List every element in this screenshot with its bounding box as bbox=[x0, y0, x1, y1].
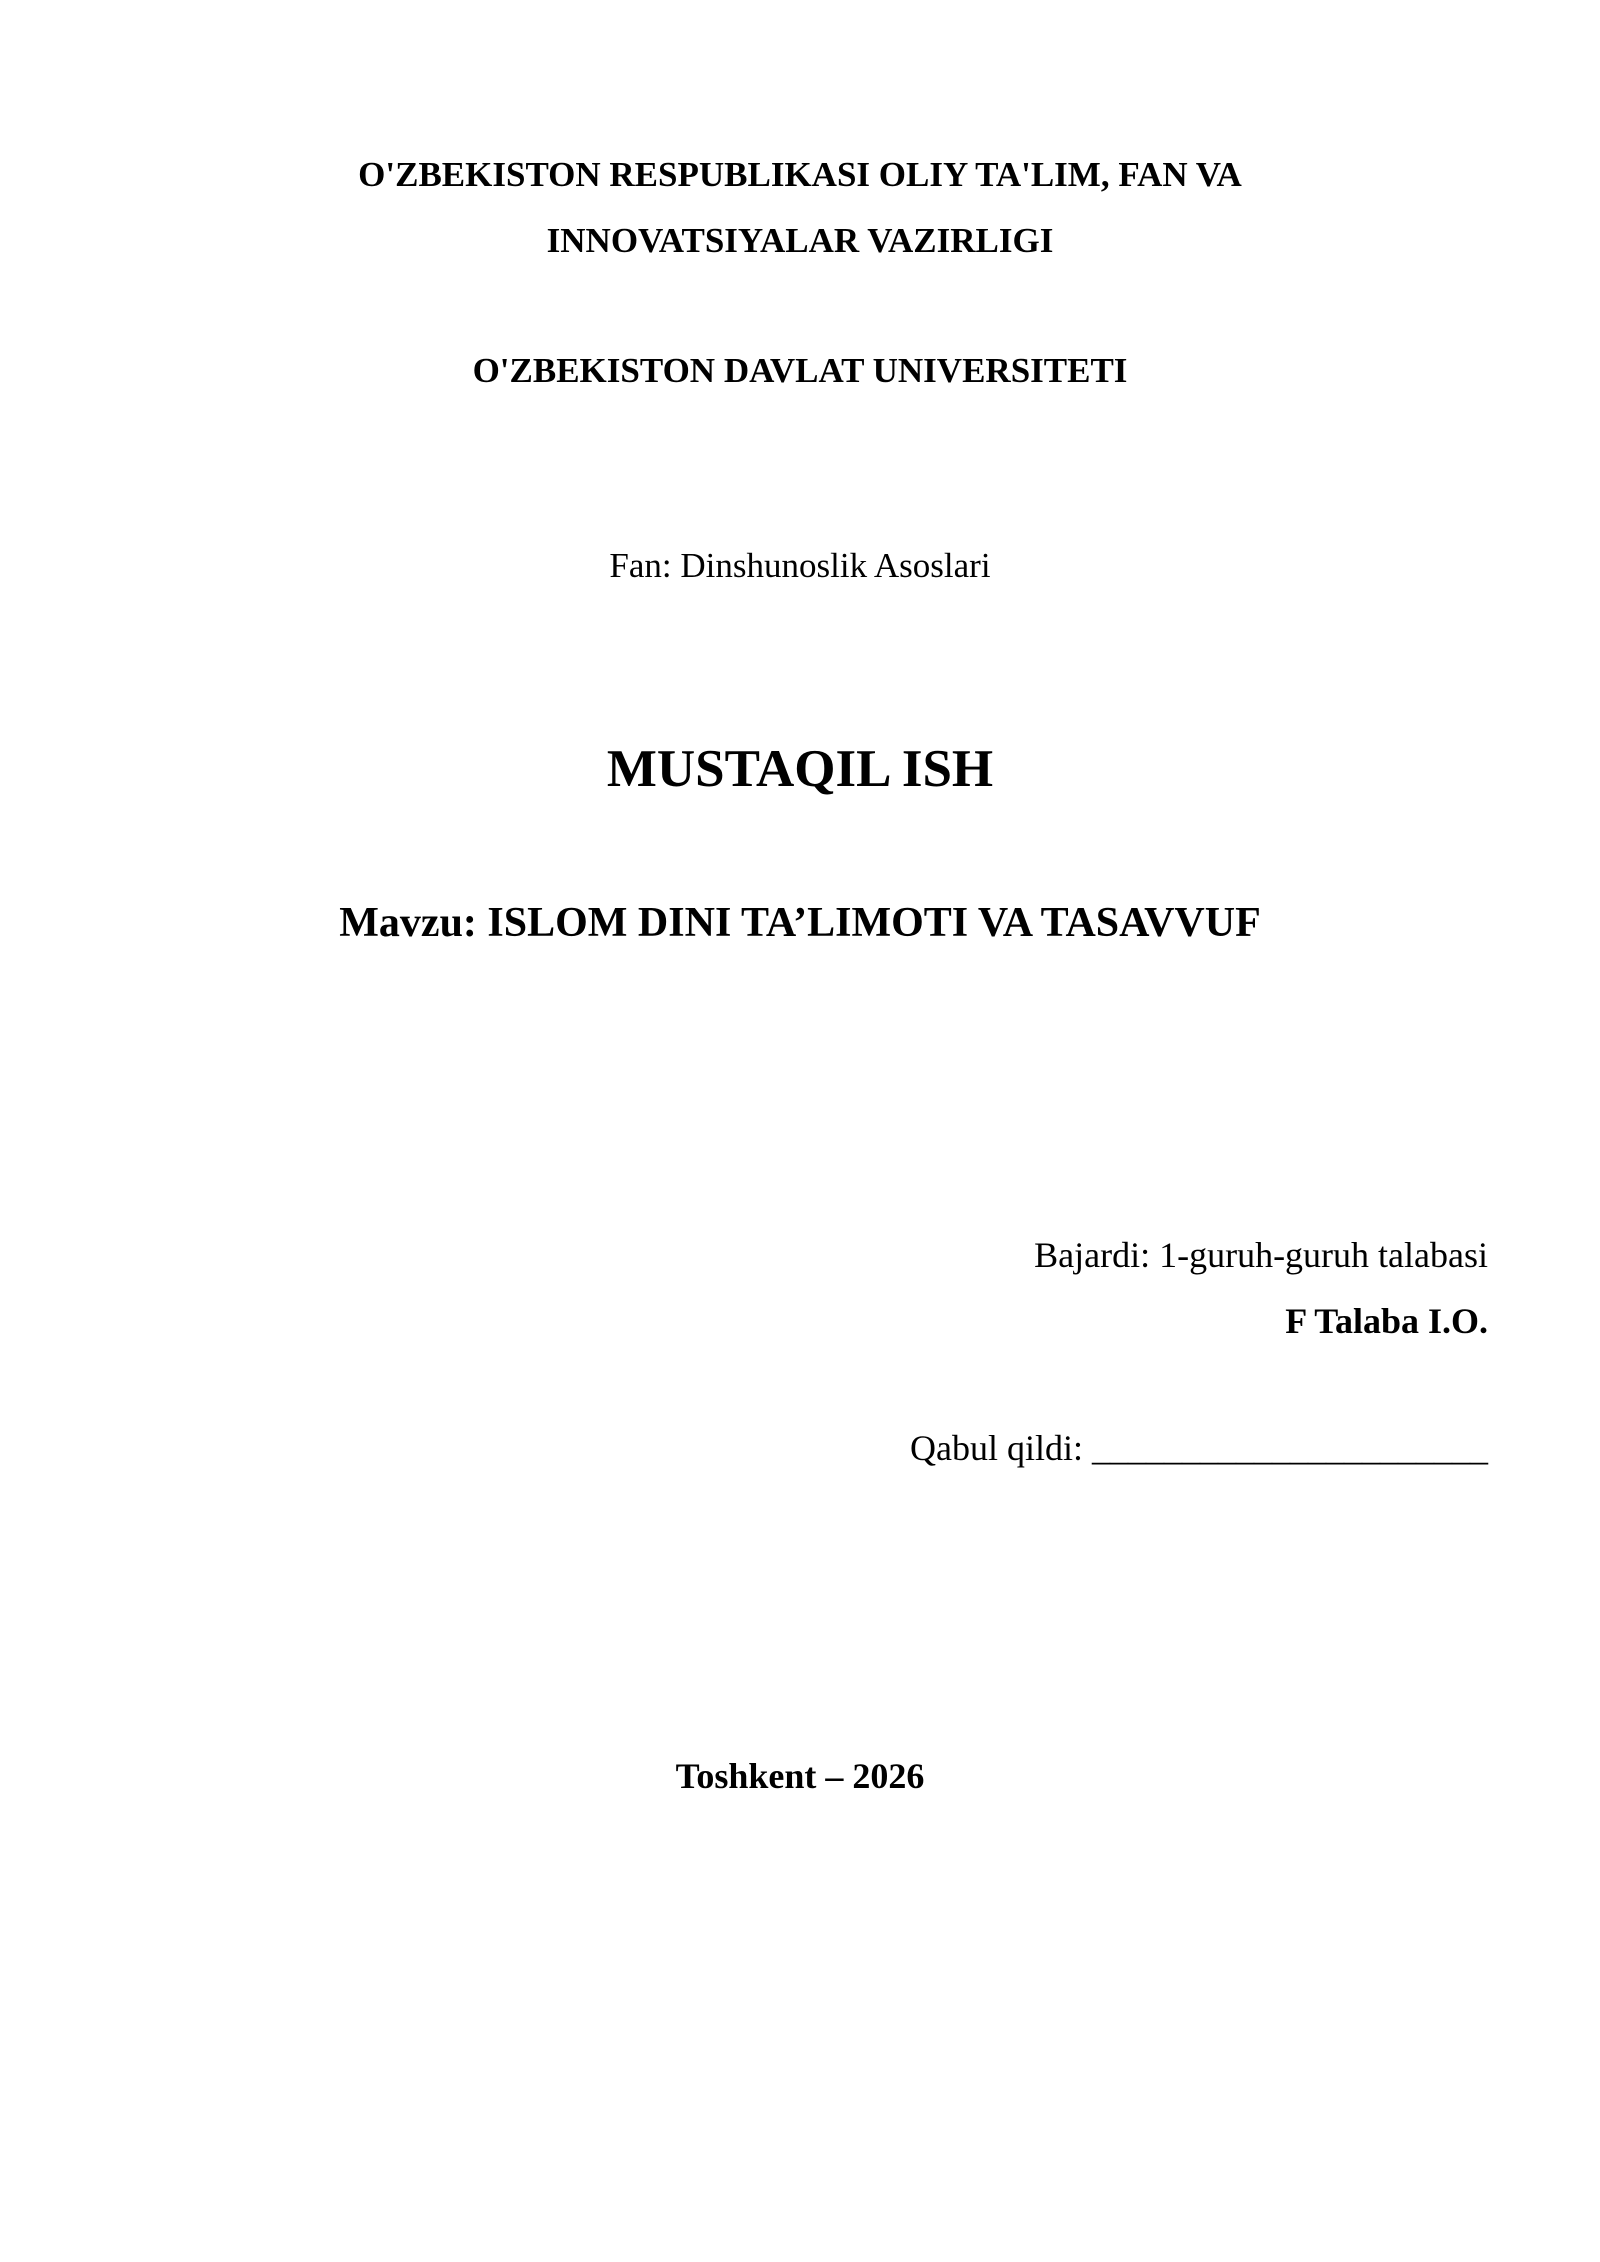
document-type-title: MUSTAQIL ISH bbox=[606, 740, 994, 798]
subject-line: Fan: Dinshunoslik Asoslari bbox=[609, 546, 991, 585]
university-name: O'ZBEKISTON DAVLAT UNIVERSITETI bbox=[472, 351, 1128, 390]
accepted-by-line: Qabul qildi: ______________________ bbox=[910, 1428, 1488, 1468]
performer-label: Bajardi: 1-guruh-guruh talabasi bbox=[1034, 1235, 1488, 1275]
city-year: Toshkent – 2026 bbox=[675, 1756, 925, 1796]
topic-line: Mavzu: ISLOM DINI TA’LIMOTI VA TASAVVUF bbox=[339, 900, 1261, 946]
ministry-line-1: O'ZBEKISTON RESPUBLIKASI OLIY TA'LIM, FAN VA bbox=[358, 155, 1242, 194]
student-name: F Talaba I.O. bbox=[1285, 1301, 1488, 1341]
ministry-line-2: INNOVATSIYALAR VAZIRLIGI bbox=[546, 221, 1054, 260]
